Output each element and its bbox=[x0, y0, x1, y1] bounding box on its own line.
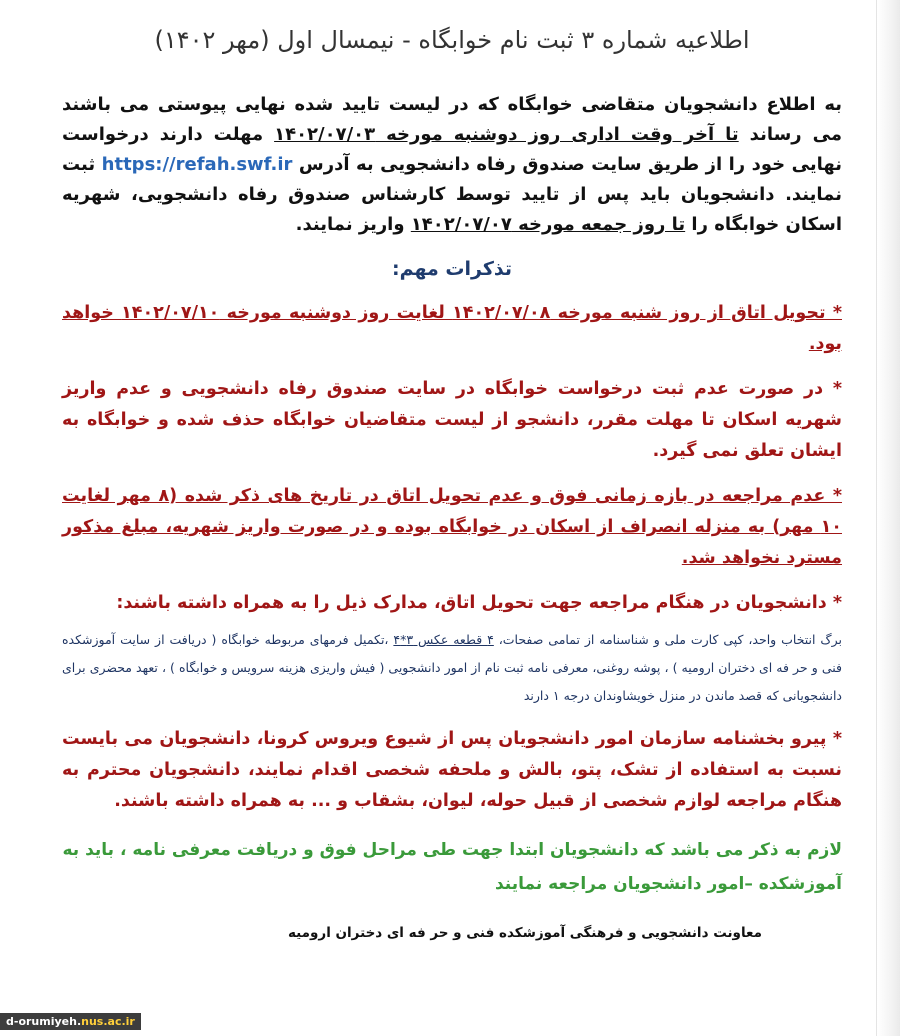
notes-heading: تذکرات مهم: bbox=[391, 258, 512, 280]
scrollbar-track[interactable] bbox=[876, 0, 900, 1036]
deadline-payment: تا روز جمعه مورخه ۱۴۰۲/۰۷/۰۷ bbox=[410, 214, 686, 235]
intro-text-3: ثبت نمایند. دانشجویان باید پس از تایید توسط کارشناس صندوق رفاه دانشجویی، شهریه اسکان خوابگاه را bbox=[62, 154, 842, 235]
announcement-body bbox=[62, 0, 842, 945]
note-referral: لازم به ذکر می باشد که دانشجویان ابتدا جهت طی مراحل فوق و دریافت معرفی نامه ، باید به آموزشکده –امور دانشجویان مراجعه نمایند bbox=[62, 840, 842, 894]
documents-heading: * دانشجویان در هنگام مراجعه جهت تحویل اتاق، مدارک ذیل را به همراه داشته باشند: bbox=[116, 593, 842, 613]
note-no-refund: * عدم مراجعه در بازه زمانی فوق و عدم تحویل اتاق در تاریخ های ذکر شده (۸ مهر لغایت ۱۰ مهر) به منزله انصراف از اسکان در خوابگاه بوده و در صورت واریز شهریه، مبلغ مذکور مسترد نخواهد شد. bbox=[62, 486, 842, 568]
signature: معاونت دانشجویی و فرهنگی آموزشکده فنی و حر فه ای دختران ارومیه bbox=[287, 925, 762, 941]
watermark-domain-accent: nus.ac.ir bbox=[81, 1015, 135, 1028]
documents-text-1: برگ انتخاب واحد، کپی کارت ملی و شناسنامه از تمامی صفحات، bbox=[493, 632, 842, 647]
page-title: اطلاعیه شماره ۳ ثبت نام خوابگاه - نیمسال اول (مهر ۱۴۰۲) bbox=[154, 26, 750, 54]
intro-text-1: به اطلاع دانشجویان متقاضی خوابگاه که در لیست تایید شده نهایی پیوستی می باشند می رساند bbox=[62, 94, 842, 145]
documents-photos: ۴ قطعه عکس ۳*۴ bbox=[393, 632, 494, 647]
documents-list bbox=[62, 626, 842, 710]
intro-text-4: واریز نمایند. bbox=[295, 214, 411, 235]
note-registration-required: * در صورت عدم ثبت درخواست خوابگاه در سایت صندوق رفاه دانشجویی و عدم واریز شهریه اسکان تا مهلت مقرر، دانشجو از لیست متقاضیان خوابگاه حذف شده و خوابگاه به ایشان تعلق نمی گیرد. bbox=[62, 379, 842, 461]
deadline-registration: تا آخر وقت اداری روز دوشنبه مورخه ۱۴۰۲/۰۷/۰۳ bbox=[274, 124, 739, 145]
note-personal-items: * پیرو بخشنامه سازمان امور دانشجویان پس از شیوع ویروس کرونا، دانشجویان می بایست نسبت به استفاده از تشک، پتو، بالش و ملحفه شخصی اقدام نمایند، دانشجویان محترم به هنگام مراجعه لوازم شخصی از قبیل حوله، لیوان، بشقاب و ... به همراه داشته باشند. bbox=[62, 729, 842, 811]
intro-text-2: مهلت دارند درخواست نهایی خود را از طریق سایت صندوق رفاه دانشجویی به آدرس bbox=[62, 124, 843, 175]
intro-paragraph bbox=[62, 90, 842, 240]
site-watermark bbox=[0, 1013, 141, 1030]
watermark-domain: d-orumiyeh. bbox=[6, 1015, 82, 1028]
refah-link[interactable]: https://refah.swf.ir bbox=[101, 154, 293, 175]
note-room-delivery: * تحویل اتاق از روز شنبه مورخه ۱۴۰۲/۰۷/۰۸ لغایت روز دوشنبه مورخه ۱۴۰۲/۰۷/۱۰ خواهد بود. bbox=[62, 303, 842, 354]
documents-text-2: ،تکمیل فرمهای مربوطه خوابگاه ( دریافت از سایت آموزشکده فنی و حر فه ای دختران ارومیه ) ، پوشه روغنی، معرفی نامه ثبت نام از امور دانشجویی ( فیش واریزی هزینه سرویس و خوابگاه ) ، تعهد محضری برای دانشجویانی که قصد ماندن در منزل خویشاوندان درجه ۱ دارند bbox=[62, 632, 842, 703]
